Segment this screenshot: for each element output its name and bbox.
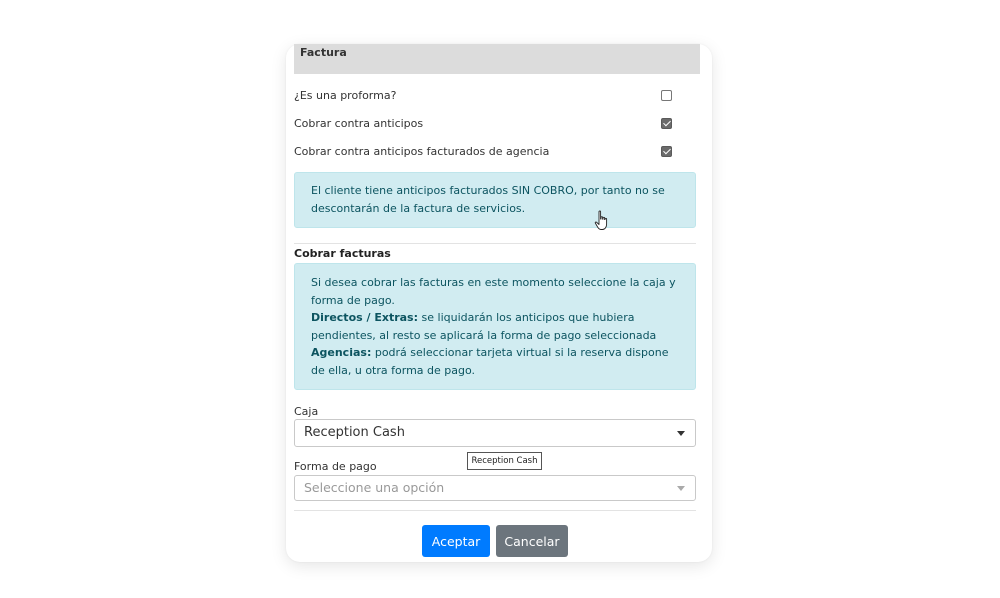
anticipos-agencia-label: Cobrar contra anticipos facturados de agencia [294,145,550,158]
anticipos-agencia-checkbox[interactable] [661,146,672,157]
modal-title: Factura [300,46,347,59]
anticipos-option[interactable] [294,115,674,133]
forma-pago-placeholder: Seleccione una opción [304,480,445,495]
proforma-label: ¿Es una proforma? [294,89,397,102]
caja-selected-value: Reception Cash [304,425,405,440]
invoice-modal [286,44,712,562]
forma-pago-select[interactable] [294,475,696,501]
footer-divider [294,510,696,511]
cobrar-intro: Si desea cobrar las facturas en este momento seleccione la caja y forma de pago. [311,276,676,307]
chevron-down-icon [677,431,685,436]
anticipos-notice [294,172,696,228]
anticipos-agencia-option[interactable] [294,143,674,161]
cobrar-info [294,263,696,390]
anticipos-notice-text: El cliente tiene anticipos facturados SIN COBRO, por tanto no se descontarán de la factura de servicios. [311,184,665,215]
anticipos-checkbox[interactable] [661,118,672,129]
proforma-checkbox[interactable] [661,90,672,101]
directos-label: Directos / Extras: [311,311,419,324]
modal-header [294,44,700,74]
caja-tooltip: Reception Cash [467,452,542,470]
caja-label: Caja [294,405,319,418]
cobrar-section-title: Cobrar facturas [294,247,391,260]
caja-select[interactable] [294,419,696,447]
forma-pago-label: Forma de pago [294,460,377,473]
hand-pointer-icon [594,210,610,232]
proforma-option[interactable] [294,87,674,105]
agencias-label: Agencias: [311,346,372,359]
accept-button[interactable]: Aceptar [422,525,490,557]
chevron-down-icon [677,486,685,491]
cancel-button[interactable]: Cancelar [496,525,568,557]
directos-text: se liquidarán los anticipos que hubiera pendientes, al resto se aplicará la forma de pago seleccionada [311,311,657,342]
agencias-text: podrá seleccionar tarjeta virtual si la reserva dispone de ella, u otra forma de pago. [311,346,669,377]
anticipos-label: Cobrar contra anticipos [294,117,424,130]
divider [294,243,696,244]
